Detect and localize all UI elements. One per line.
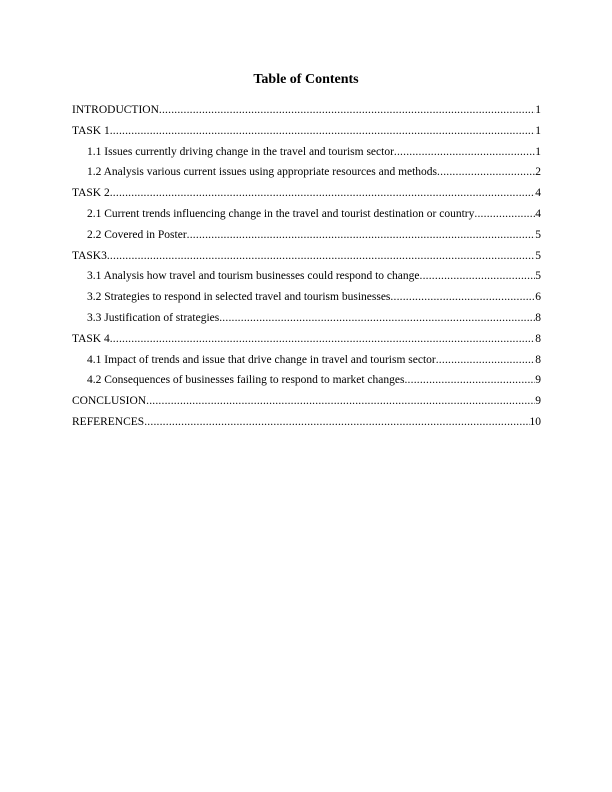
toc-page-number: 1 bbox=[535, 124, 541, 137]
toc-entry-label: 4.2 Consequences of businesses failing to respond to market changes bbox=[87, 374, 405, 387]
toc-title: Table of Contents bbox=[253, 72, 359, 87]
toc-page-number: 10 bbox=[529, 415, 541, 428]
toc-entry-link[interactable] bbox=[72, 391, 541, 412]
toc-subentry-link[interactable] bbox=[72, 204, 541, 225]
toc-entry-label: 2.2 Covered in Poster bbox=[87, 228, 187, 241]
toc-subentry-link[interactable] bbox=[72, 142, 541, 163]
toc-entry-label: 3.2 Strategies to respond in selected travel and tourism businesses bbox=[87, 291, 391, 304]
toc-entry-label: TASK 4 bbox=[72, 332, 110, 345]
dot-leader bbox=[110, 183, 536, 204]
dot-leader bbox=[159, 100, 535, 121]
toc-entry-label: TASK 1 bbox=[72, 124, 110, 137]
toc-entry-link[interactable] bbox=[72, 121, 541, 142]
toc-page-number: 5 bbox=[535, 228, 541, 241]
toc-entry-label: TASK3 bbox=[72, 249, 107, 262]
toc-entry-label: 4.1 Impact of trends and issue that drive change in travel and tourism sector bbox=[87, 353, 436, 366]
dot-leader bbox=[390, 287, 535, 308]
dot-leader bbox=[404, 370, 535, 391]
toc-subentry-link[interactable] bbox=[72, 287, 541, 308]
toc-page-number: 2 bbox=[535, 166, 541, 179]
dot-leader bbox=[437, 162, 535, 183]
toc-page-number: 9 bbox=[535, 395, 541, 408]
toc-entry-label: 1.2 Analysis various current issues using appropriate resources and methods bbox=[87, 166, 438, 179]
toc-page-number: 9 bbox=[535, 374, 541, 387]
toc-entry-label: TASK 2 bbox=[72, 187, 110, 200]
toc-page-number: 6 bbox=[535, 291, 541, 304]
toc-page-number: 1 bbox=[535, 145, 541, 158]
toc-entry-link[interactable] bbox=[72, 412, 541, 433]
toc-subentry-link[interactable] bbox=[72, 308, 541, 329]
dot-leader bbox=[219, 308, 535, 329]
toc-page-number: 8 bbox=[535, 332, 541, 345]
toc-entry-label: 3.1 Analysis how travel and tourism businesses could respond to change bbox=[87, 270, 420, 283]
dot-leader bbox=[144, 412, 529, 433]
dot-leader bbox=[110, 121, 536, 142]
toc-entry-link[interactable] bbox=[72, 100, 541, 121]
dot-leader bbox=[420, 266, 536, 287]
dot-leader bbox=[107, 246, 535, 267]
dot-leader bbox=[474, 204, 535, 225]
dot-leader bbox=[394, 142, 535, 163]
toc-page-number: 4 bbox=[535, 207, 541, 220]
table-of-contents bbox=[72, 100, 541, 433]
toc-subentry-link[interactable] bbox=[72, 162, 541, 183]
toc-subentry-link[interactable] bbox=[72, 370, 541, 391]
toc-entry-link[interactable] bbox=[72, 183, 541, 204]
toc-page-number: 8 bbox=[535, 353, 541, 366]
toc-subentry-link[interactable] bbox=[72, 350, 541, 371]
toc-page-number: 5 bbox=[535, 249, 541, 262]
toc-subentry-link[interactable] bbox=[72, 225, 541, 246]
toc-entry-link[interactable] bbox=[72, 246, 541, 267]
toc-entry-label: 1.1 Issues currently driving change in the travel and tourism sector bbox=[87, 145, 394, 158]
toc-entry-label: REFERENCES bbox=[72, 415, 145, 428]
dot-leader bbox=[110, 329, 536, 350]
toc-entry-link[interactable] bbox=[72, 329, 541, 350]
dot-leader bbox=[146, 391, 535, 412]
toc-page-number: 1 bbox=[535, 104, 541, 116]
toc-page-number: 8 bbox=[535, 311, 541, 324]
toc-page-number: 4 bbox=[535, 187, 541, 200]
toc-entry-label: 2.1 Current trends influencing change in the travel and tourist destination or country bbox=[87, 207, 475, 220]
dot-leader bbox=[187, 225, 536, 246]
toc-subentry-link[interactable] bbox=[72, 266, 541, 287]
toc-entry-label: INTRODUCTION bbox=[72, 104, 159, 116]
toc-page-number: 5 bbox=[535, 270, 541, 283]
toc-entry-label: CONCLUSION bbox=[72, 395, 147, 408]
dot-leader bbox=[436, 350, 536, 371]
toc-entry-label: 3.3 Justification of strategies bbox=[87, 311, 220, 324]
